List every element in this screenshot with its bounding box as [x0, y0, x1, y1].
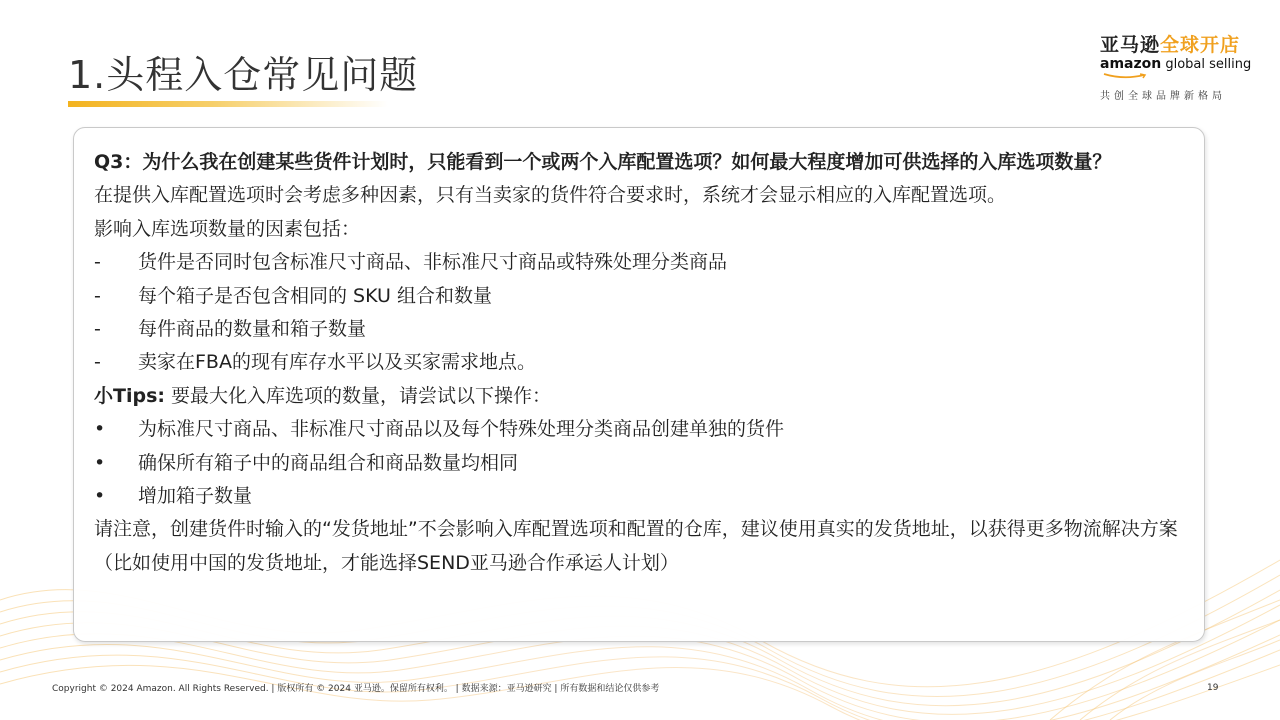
dash-marker: - [94, 251, 101, 274]
bullet-item [94, 413, 1189, 446]
tips-intro: 要最大化入库选项的数量，请尝试以下操作： [164, 384, 552, 407]
list-item-text: 每个箱子是否包含相同的 SKU 组合和数量 [138, 284, 492, 307]
logo-global-selling-word: global selling [1161, 57, 1252, 72]
list-item-text: 每件商品的数量和箱子数量 [138, 318, 367, 341]
logo-en-text [1100, 56, 1250, 73]
title-underline [68, 101, 388, 107]
bullet-marker: • [94, 451, 106, 474]
page-title: 1.头程入仓常见问题 [68, 53, 419, 97]
copyright-footer: Copyright © 2024 Amazon. All Rights Reserved. | 版权所有 © 2024 亚马逊。保留所有权利。 | 数据来源：亚马逊研究 | 所有数据和结论仅供参考 [52, 684, 660, 694]
list-item [94, 246, 1189, 279]
list-item [94, 280, 1189, 313]
dash-marker: - [94, 351, 101, 374]
amazon-smile-icon [1102, 73, 1152, 80]
bullet-item-text: 为标准尺寸商品、非标准尺寸商品以及每个特殊处理分类商品创建单独的货件 [138, 418, 785, 441]
logo-cn-accent: 全球开店 [1160, 34, 1241, 56]
content-text [94, 146, 1189, 580]
bullet-marker: • [94, 485, 106, 508]
logo-tagline: 共创全球品牌新格局 [1100, 91, 1226, 102]
bullet-item [94, 447, 1189, 480]
dash-marker: - [94, 284, 101, 307]
tips-label: 小Tips: [94, 384, 165, 407]
dash-marker: - [94, 318, 101, 341]
page-number: 19 [1207, 683, 1219, 693]
logo-cn-text [1100, 34, 1250, 56]
logo-amazon-word: amazon [1100, 56, 1162, 72]
question-heading: Q3：为什么我在创建某些货件计划时，只能看到一个或两个入库配置选项？如何最大程度增加可供选择的入库选项数量？ [94, 151, 1112, 173]
logo-cn-main: 亚马逊 [1100, 34, 1161, 56]
list-item [94, 313, 1189, 346]
tips-heading [94, 380, 1189, 413]
intro-text: 在提供入库配置选项时会考虑多种因素，只有当卖家的货件符合要求时，系统才会显示相应的入库配置选项。 [94, 184, 1007, 207]
content-card [73, 127, 1205, 642]
bullet-item [94, 480, 1189, 513]
list-item-text: 卖家在FBA的现有库存水平以及买家需求地点。 [138, 351, 536, 374]
list-item [94, 346, 1189, 379]
factors-heading: 影响入库选项数量的因素包括： [94, 217, 361, 240]
bullet-marker: • [94, 418, 106, 441]
list-item-text: 货件是否同时包含标准尺寸商品、非标准尺寸商品或特殊处理分类商品 [138, 251, 728, 274]
note-text: 请注意，创建货件时输入的“发货地址”不会影响入库配置选项和配置的仓库，建议使用真实的发货地址，以获得更多物流解决方案（比如使用中国的发货地址，才能选择SEND亚马逊合作承运人计划） [94, 518, 1178, 574]
bullet-item-text: 增加箱子数量 [138, 485, 253, 508]
amazon-global-selling-logo [1100, 34, 1250, 102]
bullet-item-text: 确保所有箱子中的商品组合和商品数量均相同 [138, 451, 519, 474]
